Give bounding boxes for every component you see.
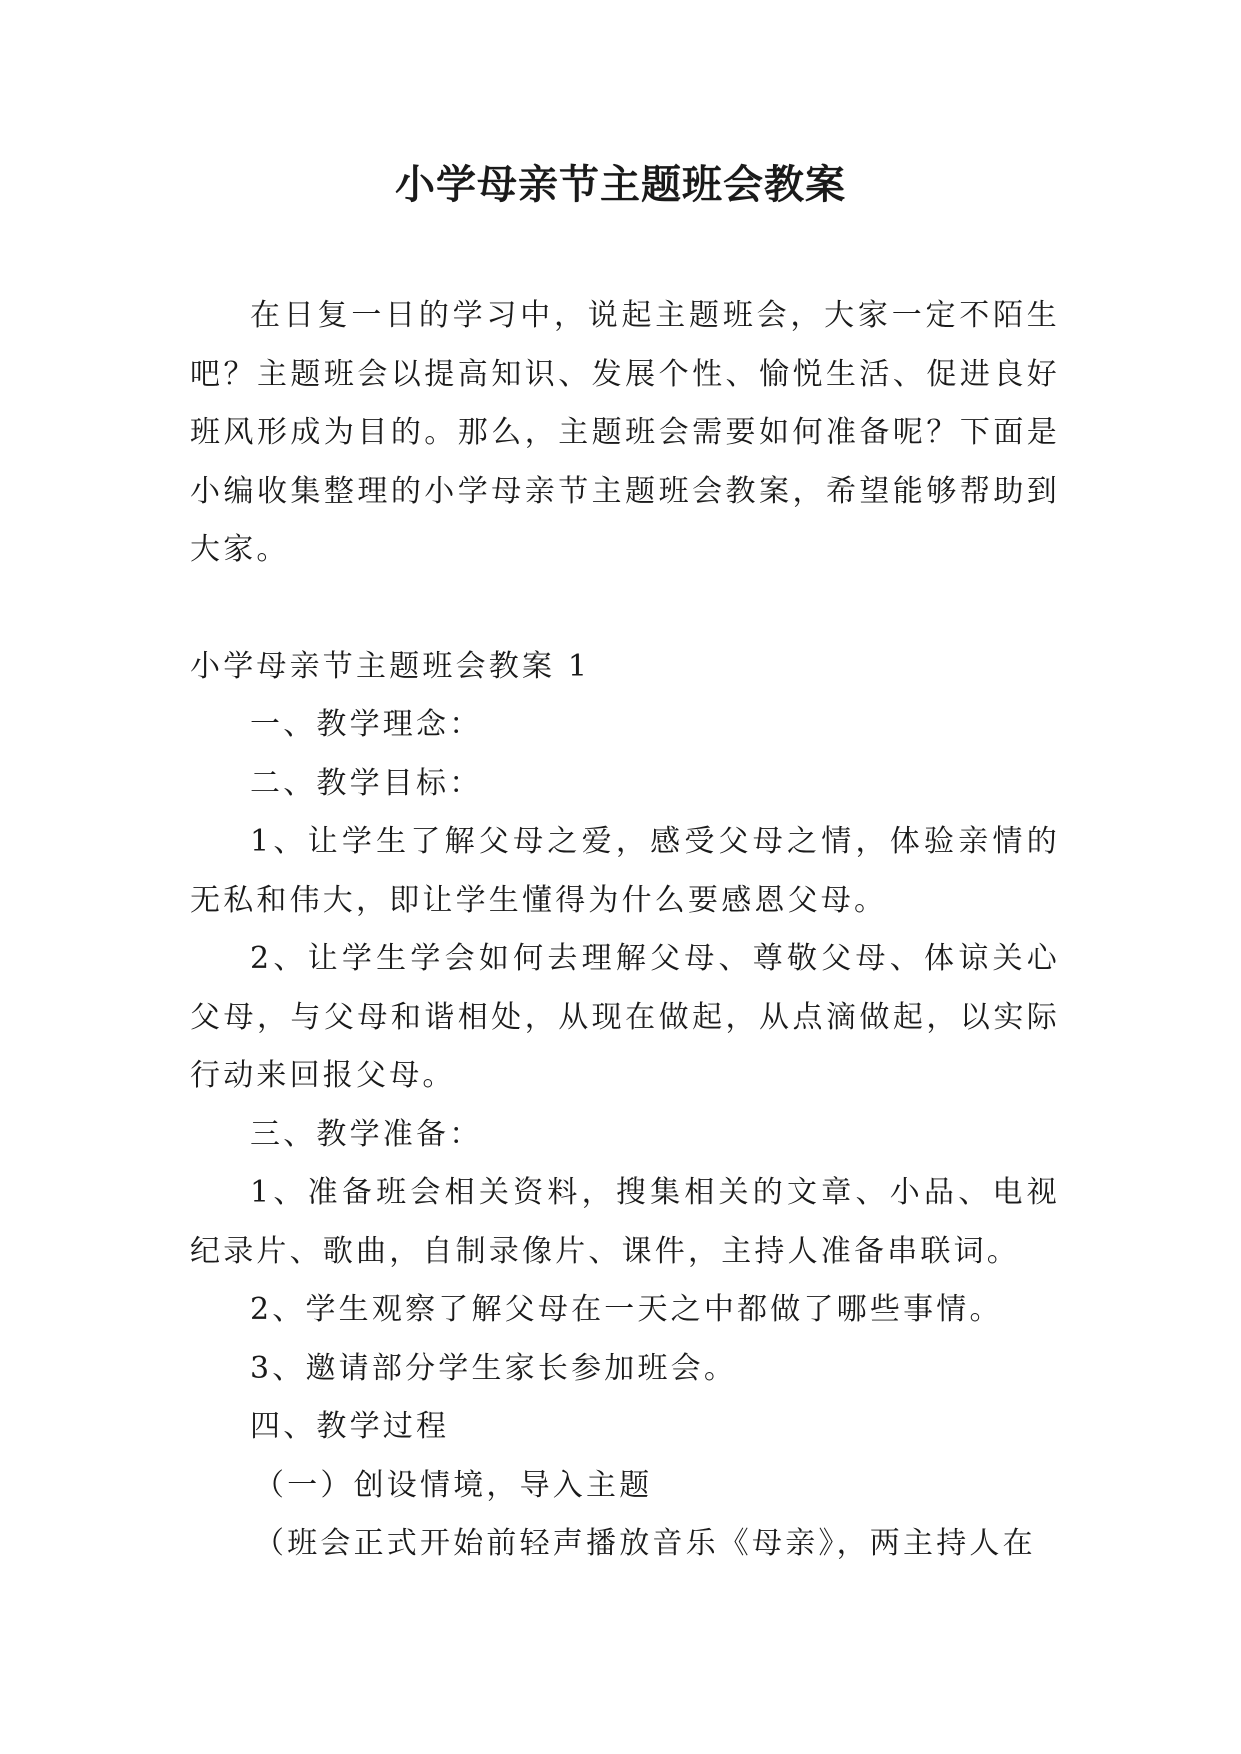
- list-item: 三、教学准备：: [250, 1116, 483, 1152]
- list-item: 二、教学目标：: [250, 765, 483, 801]
- document-title: 小学母亲节主题班会教案: [395, 161, 846, 208]
- list-item: 一、教学理念：: [250, 707, 483, 742]
- list-item: 1、准备班会相关资料，搜集相关的文章、小品、电视纪录片、歌曲，自制录像片、课件，主持人准备串联词。: [190, 1175, 1060, 1269]
- list-item: 3、邀请部分学生家长参加班会。: [250, 1350, 738, 1386]
- list-item: 四、教学过程: [250, 1409, 450, 1444]
- intro-paragraph: 在日复一日的学习中，说起主题班会，大家一定不陌生吧？主题班会以提高知识、发展个性、愉悦生活、促进良好班风形成为目的。那么，主题班会需要如何准备呢？下面是小编收集整理的小学母亲节主题班会教案，希望能够帮助到大家。: [190, 298, 1060, 567]
- list-item: 2、学生观察了解父母在一天之中都做了哪些事情。: [250, 1292, 1003, 1327]
- list-item: （班会正式开始前轻声播放音乐《母亲》，两主持人在: [254, 1526, 1036, 1561]
- section-heading: 小学母亲节主题班会教案 1: [190, 648, 591, 684]
- list-item: （一）创设情境，导入主题: [254, 1467, 653, 1503]
- list-item: 2、让学生学会如何去理解父母、尊敬父母、体谅关心父母，与父母和谐相处，从现在做起，从点滴做起，以实际行动来回报父母。: [190, 941, 1060, 1093]
- document-body: [190, 287, 1060, 1574]
- list-item: 1、让学生了解父母之爱，感受父母之情，体验亲情的无私和伟大，即让学生懂得为什么要感恩父母。: [190, 824, 1060, 918]
